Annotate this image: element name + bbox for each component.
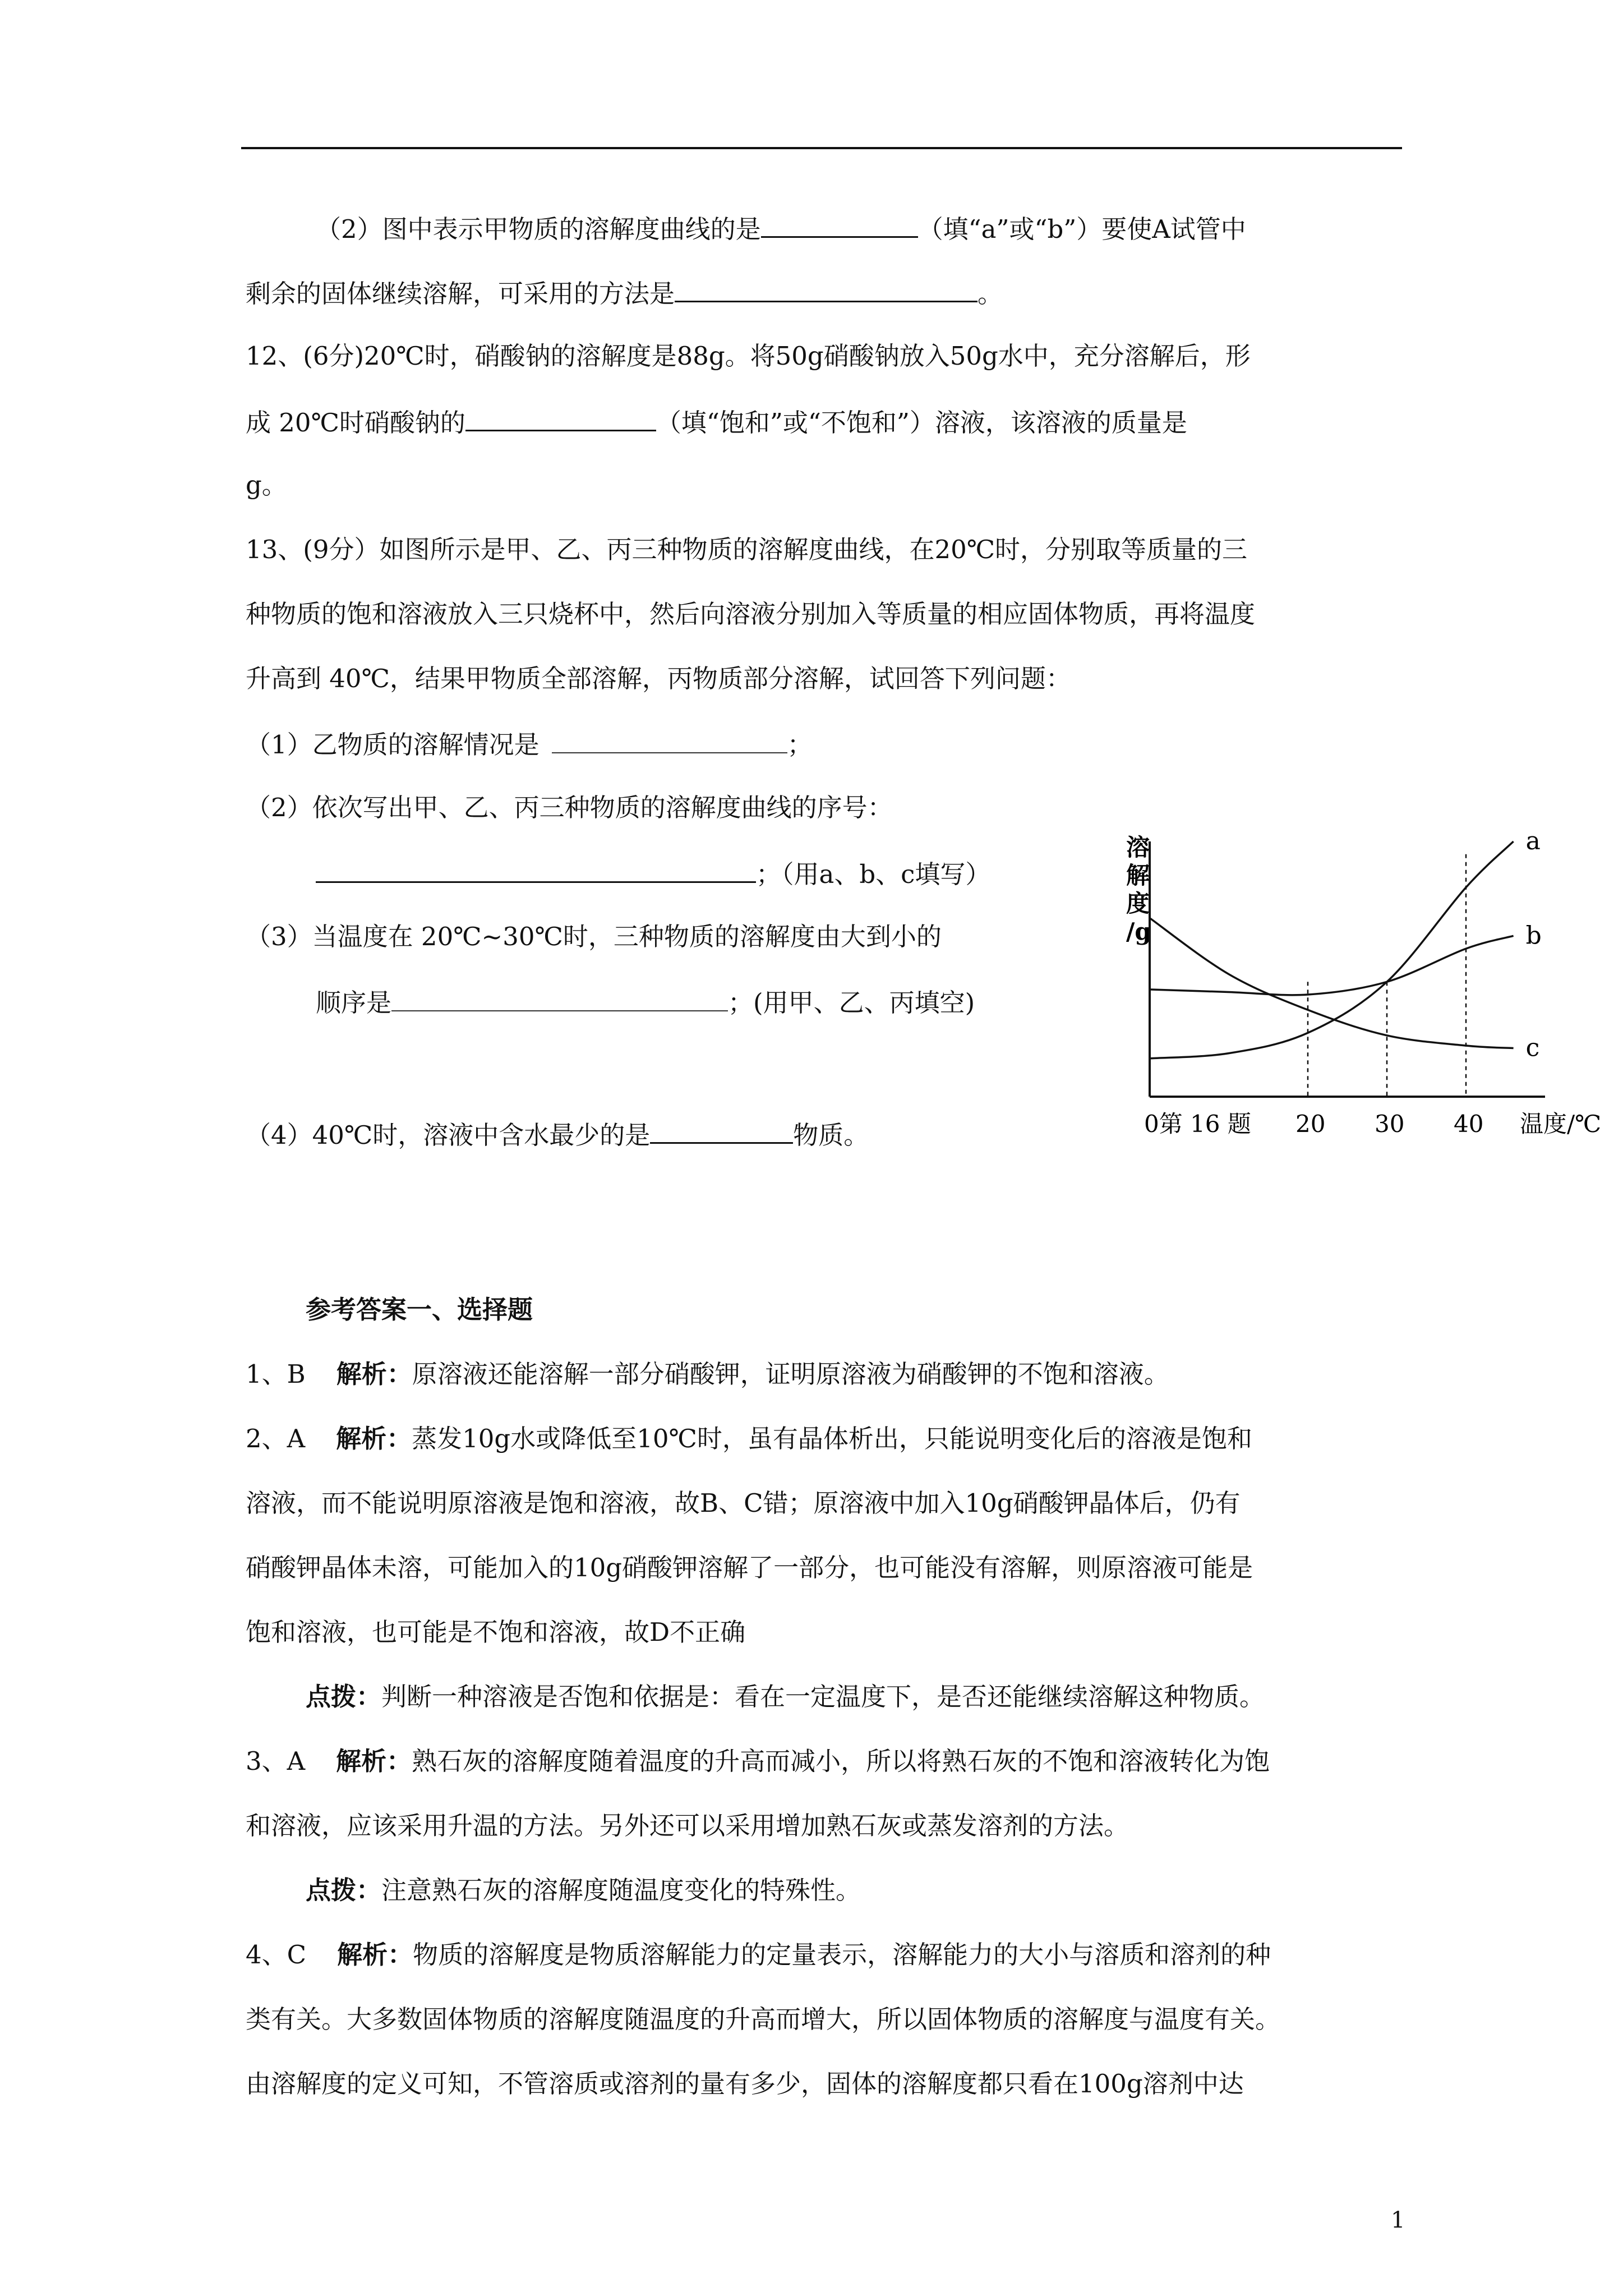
x-tick-label: 40 xyxy=(1454,1110,1484,1138)
origin-label: 0第 16 题 xyxy=(1144,1110,1251,1138)
tip-1 xyxy=(306,1680,1265,1714)
q12-line3: g。 xyxy=(246,470,287,500)
answer-blank[interactable] xyxy=(761,210,918,238)
analysis-label: 解析： xyxy=(337,1940,413,1970)
answer-number: 4、C xyxy=(246,1940,307,1970)
answer-4-line2: 类有关。大多数固体物质的溶解度随温度的升高而增大，所以固体物质的溶解度与温度有关。 xyxy=(246,2004,1281,2034)
tip-text: 判断一种溶液是否饱和依据是：看在一定温度下，是否还能继续溶解这种物质。 xyxy=(381,1682,1265,1711)
x-tick-label: 30 xyxy=(1375,1110,1405,1138)
curve-c xyxy=(1150,918,1514,1048)
answer-4-line1 xyxy=(246,1938,1271,1972)
answer-4-line3: 由溶解度的定义可知，不管溶质或溶剂的量有多少，固体的溶解度都只看在100g溶剂中达 xyxy=(246,2069,1244,2099)
q13-line2: 种物质的饱和溶液放入三只烧杯中，然后向溶液分别加入等质量的相应固体物质，再将温度 xyxy=(246,599,1256,629)
tip-label: 点拨： xyxy=(306,1875,382,1905)
answer-2-line2: 溶液，而不能说明原溶液是饱和溶液，故B、C错；原溶液中加入10g硝酸钾晶体后，仍有 xyxy=(246,1488,1241,1518)
solubility-chart xyxy=(1110,830,1615,1144)
analysis-label: 解析： xyxy=(336,1359,412,1389)
q13-line3: 升高到 40℃，结果甲物质全部溶解，丙物质部分溶解，试回答下列问题： xyxy=(246,664,1071,693)
answer-blank[interactable] xyxy=(675,275,978,302)
answer-3-line2: 和溶液，应该采用升温的方法。另外还可以采用增加熟石灰或蒸发溶剂的方法。 xyxy=(246,1811,1129,1841)
q13-p2-answer xyxy=(316,855,990,891)
answer-2-line1 xyxy=(246,1422,1252,1456)
curve-label-c: c xyxy=(1525,1033,1540,1062)
header-rule xyxy=(241,147,1402,149)
q11-part2-text-c: 剩余的固体继续溶解，可采用的方法是 xyxy=(246,279,675,309)
q13-p1-text: （1）乙物质的溶解情况是 xyxy=(246,730,540,760)
q13-p1-text-b: ； xyxy=(787,730,813,760)
answer-blank[interactable] xyxy=(650,1116,793,1144)
answer-number: 1、B xyxy=(246,1359,306,1389)
tip-2 xyxy=(306,1874,861,1907)
q13-p3: （3）当温度在 20℃~30℃时，三种物质的溶解度由大到小的 xyxy=(246,922,942,951)
q13-line1: 13、(9分）如图所示是甲、乙、丙三种物质的溶解度曲线，在20℃时，分别取等质量的三 xyxy=(246,535,1248,564)
answer-blank[interactable] xyxy=(552,726,787,753)
tip-label: 点拨： xyxy=(306,1682,382,1711)
answer-text: 熟石灰的溶解度随着温度的升高而减小，所以将熟石灰的不饱和溶液转化为饱 xyxy=(412,1746,1270,1776)
y-axis-label-char: /g xyxy=(1126,918,1151,945)
q12-text: 成 20℃时硝酸钠的 xyxy=(246,408,465,438)
curve-a xyxy=(1150,841,1514,1059)
analysis-label: 解析： xyxy=(336,1746,412,1776)
answer-3-line1 xyxy=(246,1745,1270,1778)
q13-p4-text: （4）40℃时，溶液中含水最少的是 xyxy=(246,1120,651,1150)
answers-heading: 参考答案一、选择题 xyxy=(306,1295,533,1324)
x-axis-label: 温度/℃ xyxy=(1520,1110,1602,1138)
q12-line1: 12、(6分)20℃时，硝酸钠的溶解度是88g。将50g硝酸钠放入50g水中，充分溶解后，形 xyxy=(246,341,1251,371)
answer-blank[interactable] xyxy=(465,404,656,431)
analysis-label: 解析： xyxy=(336,1424,412,1453)
q13-p3-answer xyxy=(316,984,975,1020)
q11-part2-line1 xyxy=(316,210,1246,246)
answer-blank[interactable] xyxy=(316,855,756,883)
q13-p2: （2）依次写出甲、乙、丙三种物质的溶解度曲线的序号： xyxy=(246,793,893,822)
q13-p1 xyxy=(246,726,813,762)
q11-part2-text-d: 。 xyxy=(978,279,1003,309)
answer-2-line3: 硝酸钾晶体未溶，可能加入的10g硝酸钾溶解了一部分，也可能没有溶解，则原溶液可能是 xyxy=(246,1553,1253,1582)
y-axis-label-char: 度 xyxy=(1126,890,1150,917)
q13-p2-text-b: ；（用a、b、c填写） xyxy=(756,859,991,889)
tip-text: 注意熟石灰的溶解度随温度变化的特殊性。 xyxy=(381,1875,861,1905)
curve-b xyxy=(1150,936,1514,995)
answer-2-line4: 饱和溶液，也可能是不饱和溶液，故D不正确 xyxy=(246,1617,746,1647)
answer-text: 原溶液还能溶解一部分硝酸钾，证明原溶液为硝酸钾的不饱和溶液。 xyxy=(412,1359,1169,1389)
y-axis-label-char: 溶 xyxy=(1126,834,1150,861)
curve-label-b: b xyxy=(1525,921,1542,950)
answer-text: 蒸发10g水或降低至10℃时，虽有晶体析出，只能说明变化后的溶液是饱和 xyxy=(412,1424,1252,1453)
answer-number: 2、A xyxy=(246,1424,306,1453)
answer-1 xyxy=(246,1358,1169,1391)
answer-number: 3、A xyxy=(246,1746,306,1776)
x-tick-label: 20 xyxy=(1295,1110,1326,1138)
q13-p4-text-b: 物质。 xyxy=(793,1120,869,1150)
q11-part2-text-b: （填“a”或“b”）要使A试管中 xyxy=(917,214,1246,244)
y-axis-label-char: 解 xyxy=(1126,862,1150,889)
q12-line2 xyxy=(246,404,1187,440)
q13-p4 xyxy=(246,1116,869,1152)
q13-p3-text: 顺序是 xyxy=(316,988,392,1018)
q11-part2-text: （2）图中表示甲物质的溶解度曲线的是 xyxy=(316,214,761,244)
answer-blank[interactable] xyxy=(391,984,728,1011)
answer-text: 物质的溶解度是物质溶解能力的定量表示，溶解能力的大小与溶质和溶剂的种 xyxy=(413,1940,1271,1970)
q13-p3-text-c: ；(用甲、乙、丙填空) xyxy=(728,988,975,1018)
page-number: 1 xyxy=(1391,2207,1405,2233)
q11-part2-line2 xyxy=(246,275,1003,311)
curve-label-a: a xyxy=(1525,830,1541,855)
q12-text-b: （填“饱和”或“不饱和”）溶液，该溶液的质量是 xyxy=(656,408,1187,438)
